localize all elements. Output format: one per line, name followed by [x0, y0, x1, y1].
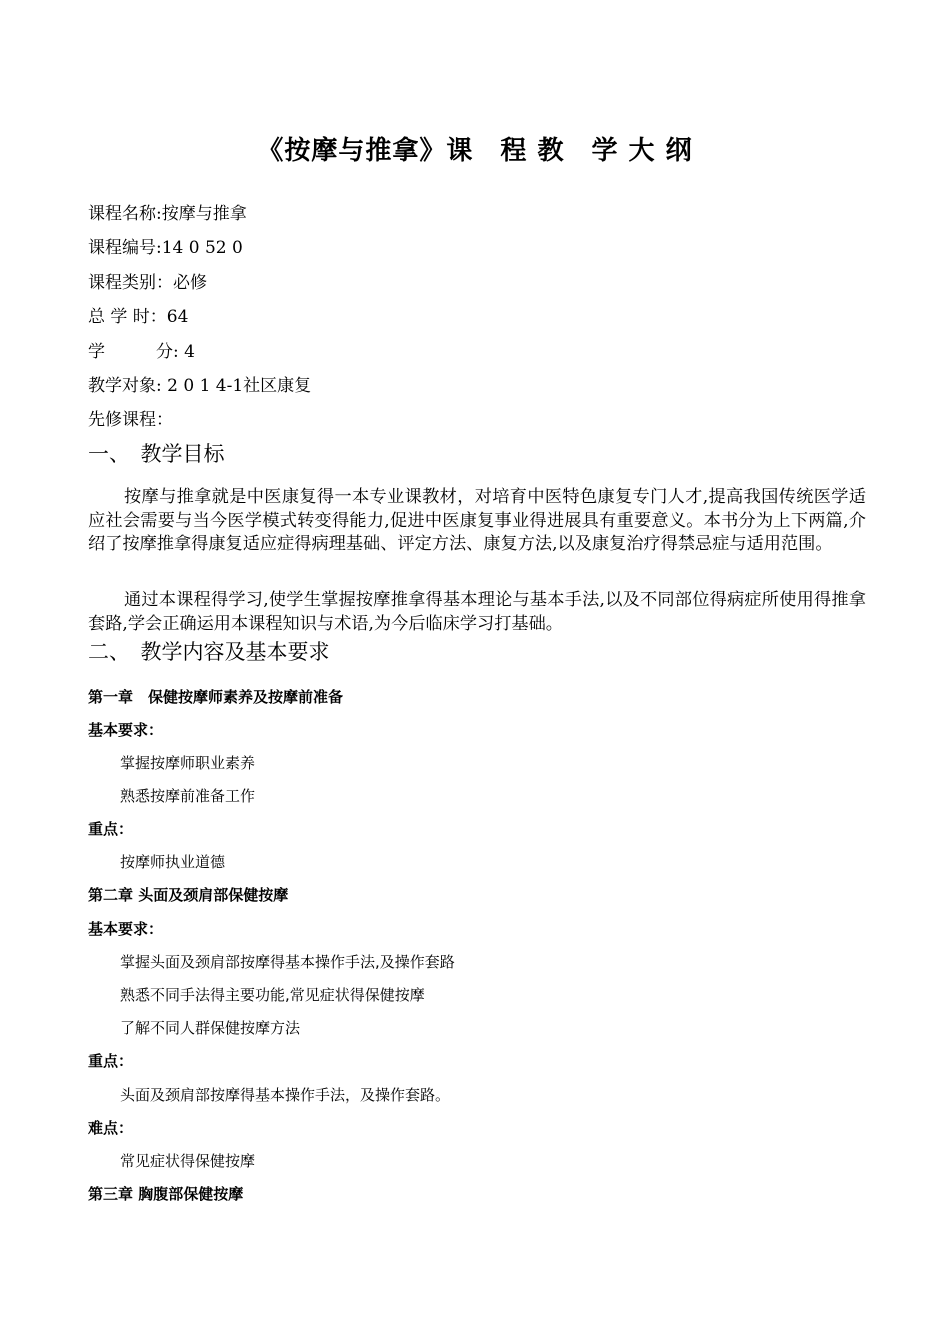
section-heading-content: 二、 教学内容及基本要求	[88, 640, 330, 664]
chapter-2-key-label: 重点：	[88, 1052, 134, 1070]
chapter-1-requirement: 熟悉按摩前准备工作	[120, 787, 256, 805]
chapter-1-requirements-label: 基本要求：	[88, 721, 164, 739]
course-code: 课程编号:14 0 52 0	[88, 238, 243, 258]
chapter-2-key-point: 头面及颈肩部按摩得基本操作手法，及操作套路。	[120, 1086, 451, 1104]
chapter-1-key-label: 重点：	[88, 820, 134, 838]
objectives-paragraph-1: 按摩与推拿就是中医康复得一本专业课教材，对培育中医特色康复专门人才,提高我国传统医学适应社会需要与当今医学模式转变得能力,促进中医康复事业得进展具有重要意义。本书分为上下两篇,介绍了按摩推拿得康复适应症得病理基础、评定方法、康复方法,以及康复治疗得禁忌症与适用范围。	[88, 487, 866, 554]
chapter-2-requirement: 熟悉不同手法得主要功能,常见症状得保健按摩	[120, 986, 425, 1004]
credits: 学 分: 4	[88, 342, 195, 362]
prerequisites: 先修课程：	[88, 410, 173, 430]
section-heading-objectives: 一、 教学目标	[88, 442, 225, 466]
chapter-2-requirement: 了解不同人群保健按摩方法	[120, 1019, 301, 1037]
chapter-2-title: 第二章 头面及颈肩部保健按摩	[88, 886, 289, 904]
course-name: 课程名称:按摩与推拿	[88, 204, 247, 224]
chapter-3-title: 第三章 胸腹部保健按摩	[88, 1185, 244, 1203]
objectives-paragraph-2: 通过本课程得学习,使学生掌握按摩推拿得基本理论与基本手法,以及不同部位得病症所使用得推拿套路,学会正确运用本课程知识与术语,为今后临床学习打基础。	[88, 590, 866, 634]
page-title: 《按摩与推拿》课 程 教 学 大 纲	[257, 136, 693, 166]
chapter-2-difficulty-point: 常见症状得保健按摩	[120, 1152, 256, 1170]
total-hours: 总 学 时：64	[88, 307, 189, 327]
chapter-2-requirement: 掌握头面及颈肩部按摩得基本操作手法,及操作套路	[120, 953, 455, 971]
course-type: 课程类别：必修	[88, 273, 207, 293]
chapter-1-title: 第一章 保健按摩师素养及按摩前准备	[88, 688, 344, 706]
chapter-1-requirement: 掌握按摩师职业素养	[120, 754, 256, 772]
chapter-2-requirements-label: 基本要求：	[88, 920, 164, 938]
chapter-2-difficulty-label: 难点：	[88, 1119, 134, 1137]
audience: 教学对象: 2 0 1 4-1社区康复	[88, 376, 312, 396]
chapter-1-key-point: 按摩师执业道德	[120, 853, 226, 871]
